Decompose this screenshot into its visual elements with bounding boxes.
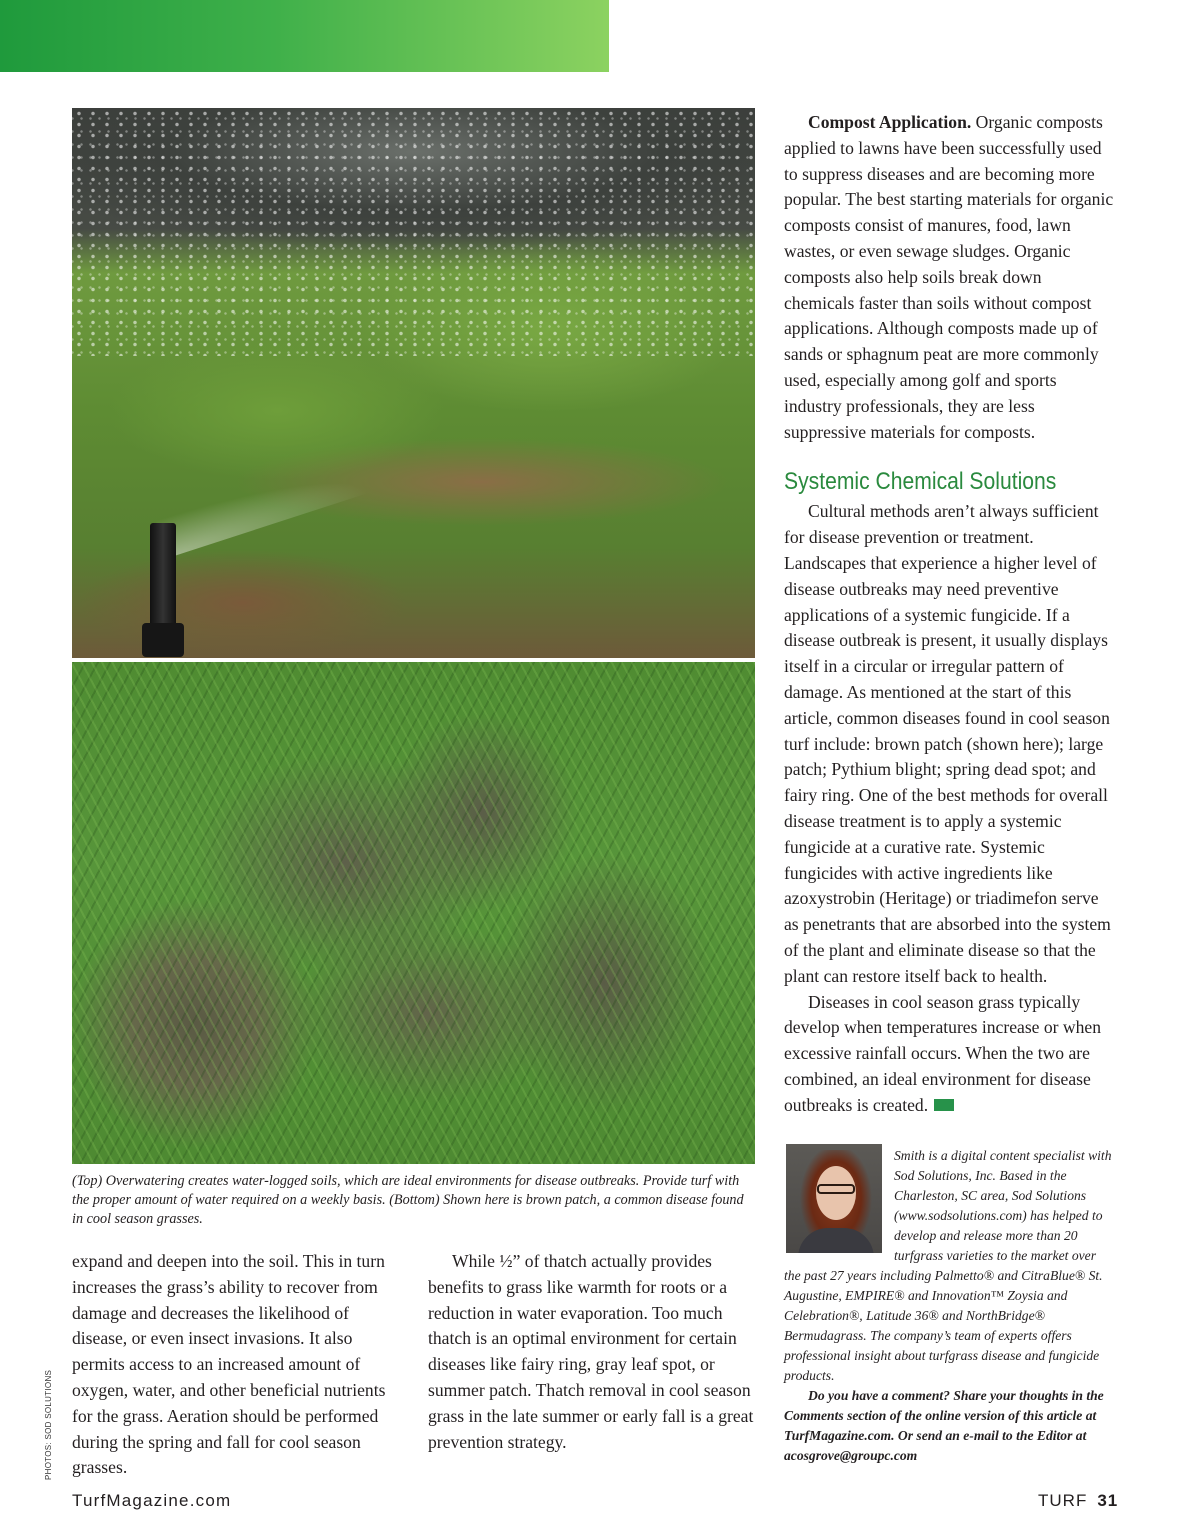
author-bio — [784, 1146, 1112, 1466]
comment-callout: Do you have a comment? Share your thoughts in the Comments section of the online version of this article at TurfMagazine.com. Or send an e-mail to the Editor at acosgrove@groupc.com — [784, 1388, 1104, 1463]
bio-text: Smith is a digital content specialist with Sod Solutions, Inc. Based in the Charleston, SC area, Sod Solutions (www.sodsolutions.com) has helped to develop and release more than 20 turfgrass varieties to the market over the past 27 years including Palmetto® and CitraBlue® St. Augustine, EMPIRE® and Innovation™ Zoysia and Celebration®, Latitude 36® and NorthBridge® Bermudagrass. The company’s team of experts offers professional insight about turfgrass disease and fungicide products. — [784, 1148, 1112, 1383]
footer-site: TurfMagazine.com — [72, 1491, 232, 1510]
systemic-paragraph: Cultural methods aren’t always sufficient for disease prevention or treatment. Landscapes that experience a higher level of disease outbreaks may need preventive applications of a systemic fungicide. If a disease outbreak is present, it usually displays itself in a circular or irregular pattern of damage. As mentioned at the start of this article, common diseases found in cool season turf include: brown patch (shown here); large patch; Pythium blight; spring dead spot; and fairy ring. One of the best methods for overall disease treatment is to apply a systemic fungicide at a curative rate. Systemic fungicides with active ingredients like azoxystrobin (Heritage) or triadimefon serve as penetrants that are absorbed into the system of the plant and eliminate disease so that the plant can restore itself back to health. — [784, 501, 1111, 986]
compost-lead: Compost Application. — [808, 112, 972, 132]
right-column — [784, 110, 1114, 1118]
left-column-text: expand and deepen into the soil. This in turn increases the grass’s ability to recover from damage and decreases the likelihood of disease, or even insect invasions. It also permits access to an increased amount of oxygen, water, and other beneficial nutrients for the grass. Aeration should be performed during the spring and fall for cool season grasses. — [72, 1251, 386, 1478]
left-column — [72, 1249, 402, 1481]
compost-paragraph — [784, 110, 1114, 445]
sprinkler-base — [142, 623, 184, 657]
footer-magazine: TURF — [1038, 1491, 1088, 1510]
grass-texture — [72, 662, 755, 1164]
brown-patch-photo — [72, 662, 755, 1164]
bio-photo-spacer — [784, 1146, 894, 1260]
closing-paragraph — [784, 990, 1114, 1119]
closing-text: Diseases in cool season grass typically develop when temperatures increase or when excessive rainfall occurs. When the two are combined, an ideal environment for disease outbreaks is created. — [784, 991, 1102, 1115]
photo-caption: (Top) Overwatering creates water-logged soils, which are ideal environments for disease outbreaks. Provide turf with the proper amount of water required on a weekly basis. (Bottom) Shown here is brown patch, a common disease found in cool season grasses. — [72, 1173, 744, 1227]
middle-column — [428, 1249, 758, 1455]
compost-text: Organic composts applied to lawns have been successfully used to suppress diseases and are becoming more popular. The best starting materials for organic composts consist of manures, food, lawn wastes, or even sewage sludges. Organic composts also help soils break down chemicals faster than soils without compost applications. Although composts made up of sands or sphagnum peat are more commonly used, especially among golf and sports industry professionals, they are less suppressive materials for composts. — [784, 112, 1114, 442]
end-of-article-mark — [934, 1099, 954, 1111]
page-number: 31 — [1097, 1491, 1119, 1510]
water-spray — [72, 108, 755, 356]
middle-column-text: While ½” of thatch actually provides benefits to grass like warmth for roots or a reduction in water evaporation. Too much thatch is an optimal environment for certain diseases like fairy ring, gray leaf spot, or summer patch. Thatch removal in cool season grass in the late summer or early fall is a great prevention strategy. — [428, 1251, 754, 1452]
header-color-bar — [0, 0, 609, 72]
section-heading: Systemic Chemical Solutions — [784, 468, 1057, 496]
sprinkler-photo — [72, 108, 755, 658]
photo-credit: PHOTOS: SOD SOLUTIONS — [44, 1369, 53, 1480]
footer-folio — [1038, 1491, 1118, 1511]
